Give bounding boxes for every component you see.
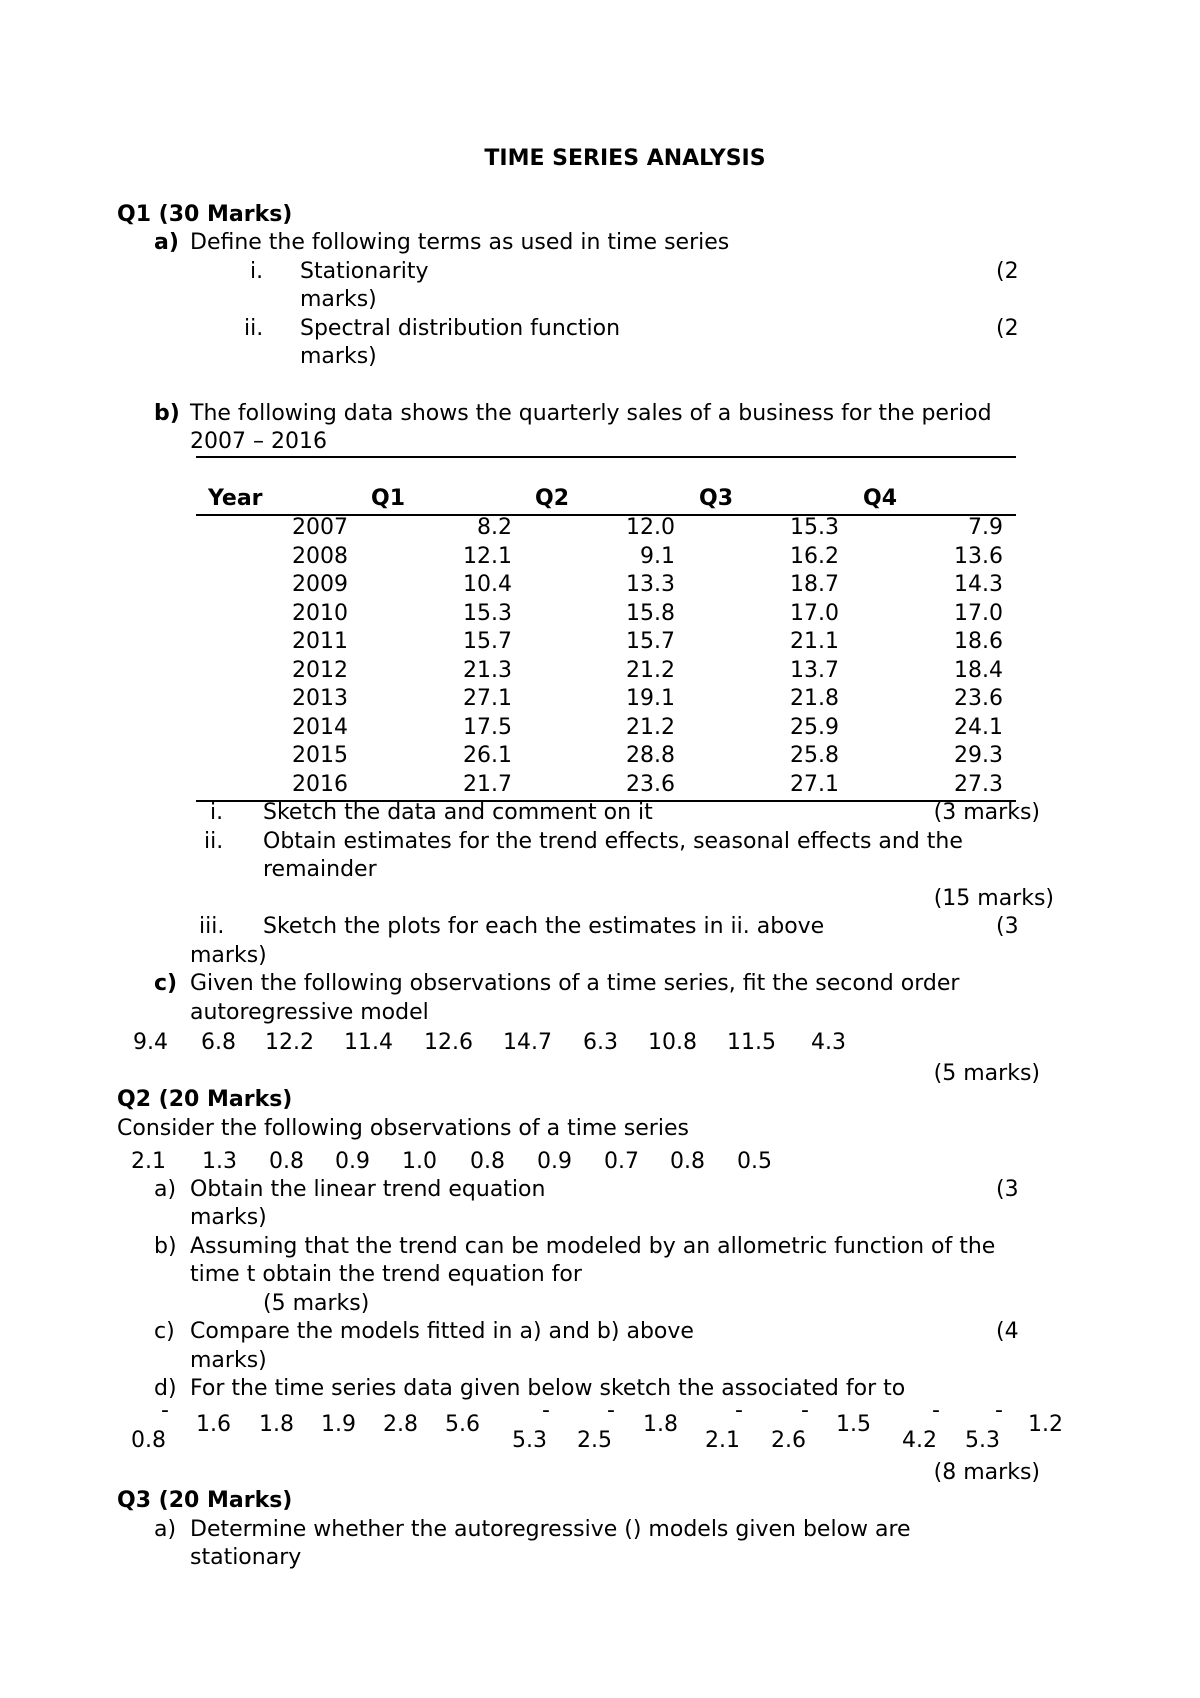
q1a-i-marks-cont: marks): [300, 287, 377, 312]
table-cell-value: 18.6: [954, 629, 1003, 654]
q2d-marks: (8 marks): [933, 1460, 1040, 1485]
table-cell-value: 27.1: [463, 686, 512, 711]
q1c-text: Given the following observations of a time series, fit the second order: [190, 971, 960, 996]
table-cell-year: 2015: [292, 743, 348, 768]
table-cell-value: 17.0: [954, 600, 1003, 626]
q1c-marks: (5 marks): [933, 1061, 1040, 1086]
q1a-label: a): [154, 230, 179, 255]
q1b-label: b): [154, 401, 180, 426]
table-cell-value: 21.2: [626, 714, 675, 740]
q2b-label: b): [154, 1234, 177, 1259]
table-cell-year: 2012: [292, 657, 348, 683]
table-cell-value: 15.7: [626, 629, 675, 654]
q2a-label: a): [154, 1177, 177, 1202]
series-value: 5.3: [965, 1428, 1000, 1453]
observation-value: 0.8: [670, 1149, 705, 1174]
q2c-marks-cont: marks): [190, 1348, 267, 1373]
table-cell-value: 15.3: [463, 600, 512, 626]
table-cell-value: 27.1: [790, 771, 839, 797]
q1a-i-num: i.: [250, 259, 264, 284]
minus-sign: -: [932, 1398, 940, 1423]
table-cell-value: 16.2: [790, 543, 839, 569]
observation-value: 0.8: [470, 1149, 505, 1174]
q2d-label: d): [154, 1376, 177, 1401]
minus-sign: -: [161, 1398, 169, 1423]
q1a-text: Define the following terms as used in time series: [190, 230, 730, 255]
table-cell-value: 18.4: [954, 657, 1003, 683]
q2c-text: Compare the models fitted in a) and b) above: [190, 1319, 694, 1344]
table-cell-value: 15.7: [463, 629, 512, 654]
observation-value: 6.3: [583, 1030, 618, 1055]
series-value: 0.8: [131, 1428, 166, 1453]
observation-value: 1.3: [202, 1149, 237, 1174]
q1b-iii-marks-cont: marks): [190, 943, 267, 968]
minus-sign: -: [607, 1398, 615, 1423]
table-cell-value: 21.1: [790, 629, 839, 654]
table-cell-value: 8.2: [477, 515, 512, 540]
series-value: 1.5: [836, 1412, 871, 1437]
q1a-ii-text: Spectral distribution function: [300, 316, 621, 341]
q2a-text: Obtain the linear trend equation: [190, 1177, 546, 1202]
table-cell-value: 9.1: [640, 543, 675, 569]
series-value: 5.6: [445, 1412, 480, 1437]
observation-value: 10.8: [648, 1030, 697, 1055]
q1a-ii-marks-cont: marks): [300, 344, 377, 369]
table-cell-value: 13.7: [790, 657, 839, 683]
q1b-ii-text: Obtain estimates for the trend effects, seasonal effects and the: [263, 829, 963, 854]
table-cell-value: 26.1: [463, 743, 512, 768]
table-cell-year: 2011: [292, 629, 348, 654]
q1b-i-text: Sketch the data and comment on it: [263, 800, 653, 825]
table-cell-value: 21.2: [626, 657, 675, 683]
series-value: 2.5: [577, 1428, 612, 1453]
table-cell-value: 13.3: [626, 572, 675, 597]
table-header-q3: Q3: [699, 486, 734, 511]
observation-value: 11.5: [727, 1030, 776, 1055]
table-top-rule: [196, 456, 1016, 458]
table-cell-value: 25.9: [790, 714, 839, 740]
table-cell-value: 28.8: [626, 743, 675, 768]
q2-intro: Consider the following observations of a time series: [117, 1116, 689, 1141]
table-cell-year: 2008: [292, 543, 348, 569]
table-cell-year: 2016: [292, 771, 348, 797]
q1c-text-cont: autoregressive model: [190, 1000, 429, 1025]
observation-value: 12.2: [265, 1030, 314, 1055]
q1c-label: c): [154, 971, 178, 996]
observation-value: 6.8: [201, 1030, 236, 1055]
q1b-ii-text-cont: remainder: [263, 857, 377, 882]
minus-sign: -: [542, 1398, 550, 1423]
q2b-marks: (5 marks): [263, 1291, 370, 1316]
q2c-marks: (4: [996, 1319, 1019, 1344]
series-value: 1.8: [643, 1412, 678, 1437]
table-cell-value: 29.3: [954, 743, 1003, 768]
q3-heading: Q3 (20 Marks): [117, 1488, 293, 1513]
observation-value: 2.1: [131, 1149, 166, 1174]
table-cell-value: 13.6: [954, 543, 1003, 569]
table-cell-value: 18.7: [790, 572, 839, 597]
observation-value: 1.0: [402, 1149, 437, 1174]
table-cell-year: 2009: [292, 572, 348, 597]
table-cell-value: 21.8: [790, 686, 839, 711]
table-cell-year: 2013: [292, 686, 348, 711]
series-value: 1.6: [196, 1412, 231, 1437]
q2b-text: Assuming that the trend can be modeled by an allometric function of the: [190, 1234, 996, 1259]
q1b-i-num: i.: [210, 800, 224, 825]
table-cell-value: 7.9: [968, 515, 1003, 540]
table-cell-year: 2007: [292, 515, 348, 540]
q2d-text: For the time series data given below sketch the associated for to: [190, 1376, 906, 1401]
q2a-marks: (3: [996, 1177, 1019, 1202]
series-value: 1.9: [321, 1412, 356, 1437]
observation-value: 0.7: [604, 1149, 639, 1174]
q2c-label: c): [154, 1319, 175, 1344]
observation-value: 14.7: [503, 1030, 552, 1055]
q1b-ii-marks: (15 marks): [933, 886, 1054, 911]
table-header-year: Year: [208, 486, 263, 511]
q2b-text-cont: time t obtain the trend equation for: [190, 1262, 582, 1287]
table-cell-value: 17.5: [463, 714, 512, 740]
table-cell-value: 12.1: [463, 543, 512, 569]
table-cell-value: 27.3: [954, 771, 1003, 797]
q1b-iii-marks: (3: [996, 914, 1019, 939]
table-cell-value: 23.6: [954, 686, 1003, 711]
observation-value: 0.8: [269, 1149, 304, 1174]
q1a-i-marks: (2: [996, 259, 1019, 284]
q3a-text-cont: stationary: [190, 1545, 302, 1570]
observation-value: 9.4: [133, 1030, 168, 1055]
table-header-q1: Q1: [371, 486, 406, 511]
q1b-text: The following data shows the quarterly sales of a business for the period: [190, 401, 992, 426]
table-cell-value: 15.8: [626, 600, 675, 626]
table-cell-value: 19.1: [626, 686, 675, 711]
table-cell-value: 21.7: [463, 771, 512, 797]
series-value: 4.2: [902, 1428, 937, 1453]
q1a-ii-num: ii.: [244, 316, 264, 341]
minus-sign: -: [995, 1398, 1003, 1423]
series-value: 2.8: [383, 1412, 418, 1437]
series-value: 5.3: [512, 1428, 547, 1453]
q1b-i-marks: (3 marks): [933, 800, 1040, 825]
minus-sign: -: [801, 1398, 809, 1423]
q1b-iii-text: Sketch the plots for each the estimates in ii. above: [263, 914, 825, 939]
page-title: TIME SERIES ANALYSIS: [484, 146, 766, 171]
q1b-iii-num: iii.: [199, 914, 225, 939]
table-cell-value: 23.6: [626, 771, 675, 797]
series-value: 2.6: [771, 1428, 806, 1453]
table-cell-year: 2010: [292, 600, 348, 626]
table-cell-value: 17.0: [790, 600, 839, 626]
series-value: 2.1: [705, 1428, 740, 1453]
minus-sign: -: [735, 1398, 743, 1423]
observation-value: 0.9: [537, 1149, 572, 1174]
table-cell-value: 14.3: [954, 572, 1003, 597]
q2a-marks-cont: marks): [190, 1205, 267, 1230]
q1b-text-cont: 2007 – 2016: [190, 429, 327, 454]
observation-value: 4.3: [811, 1030, 846, 1055]
q2-heading: Q2 (20 Marks): [117, 1087, 293, 1112]
series-value: 1.2: [1028, 1412, 1063, 1437]
table-header-q4: Q4: [863, 486, 898, 511]
q1-heading: Q1 (30 Marks): [117, 202, 293, 227]
observation-value: 0.5: [737, 1149, 772, 1174]
table-cell-value: 24.1: [954, 714, 1003, 740]
observation-value: 11.4: [344, 1030, 393, 1055]
observation-value: 0.9: [335, 1149, 370, 1174]
table-cell-value: 10.4: [463, 572, 512, 597]
q1a-i-text: Stationarity: [300, 259, 429, 284]
table-cell-value: 12.0: [626, 515, 675, 540]
table-cell-year: 2014: [292, 714, 348, 740]
table-header-q2: Q2: [535, 486, 570, 511]
series-value: 1.8: [259, 1412, 294, 1437]
q3a-label: a): [154, 1517, 177, 1542]
table-cell-value: 21.3: [463, 657, 512, 683]
q1a-ii-marks: (2: [996, 316, 1019, 341]
q1b-ii-num: ii.: [204, 829, 224, 854]
observation-value: 12.6: [424, 1030, 473, 1055]
table-cell-value: 25.8: [790, 743, 839, 768]
q3a-text: Determine whether the autoregressive () models given below are: [190, 1517, 911, 1542]
table-cell-value: 15.3: [790, 515, 839, 540]
